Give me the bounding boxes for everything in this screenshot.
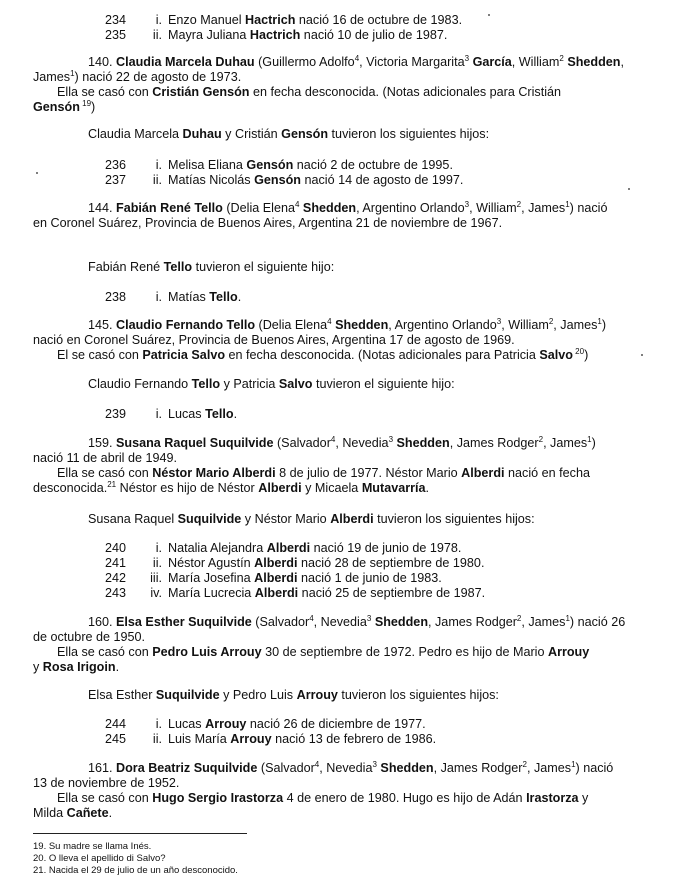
bold-name: Alberdi bbox=[254, 556, 298, 570]
text-run: , Nevedia bbox=[335, 436, 389, 450]
text-run: nació 26 de diciembre de 1977. bbox=[246, 717, 426, 731]
text-run: , bbox=[620, 55, 624, 69]
superscript: 2 bbox=[559, 54, 564, 63]
text-run: y Néstor Mario bbox=[241, 512, 331, 526]
bold-name: Gensón bbox=[33, 100, 80, 114]
child-entry bbox=[98, 407, 237, 422]
roman-numeral: i. bbox=[155, 13, 162, 27]
bold-name: Suquilvide bbox=[177, 512, 242, 526]
bold-name: Shedden bbox=[374, 615, 429, 629]
text-run: Matías bbox=[168, 290, 210, 304]
bold-name: Néstor Mario Alberdi bbox=[152, 466, 276, 480]
text-run: 140. bbox=[88, 55, 117, 69]
paragraph-line bbox=[57, 791, 588, 806]
text-run: , Nevedia bbox=[319, 761, 373, 775]
bold-name: Arrouy bbox=[296, 688, 338, 702]
bold-name: Pedro Luis Arrouy bbox=[152, 645, 262, 659]
text-run: 159. bbox=[88, 436, 117, 450]
bold-name: Irastorza bbox=[526, 791, 579, 805]
text-run: , James bbox=[553, 318, 598, 332]
paragraph-line bbox=[88, 318, 606, 333]
text-run: 145. bbox=[88, 318, 117, 332]
text-run: , James bbox=[521, 615, 566, 629]
bold-name: Alberdi bbox=[254, 586, 299, 600]
paragraph-line bbox=[88, 512, 535, 527]
text-run: Ella se casó con bbox=[57, 85, 153, 99]
text-run: ) bbox=[91, 100, 96, 114]
superscript: 1 bbox=[565, 614, 570, 623]
superscript: 1 bbox=[70, 69, 75, 78]
text-run: nació 14 de agosto de 1997. bbox=[300, 173, 464, 187]
bold-name: Tello bbox=[191, 377, 221, 391]
text-run: Susana Raquel bbox=[88, 512, 178, 526]
paragraph-line bbox=[57, 348, 588, 363]
text-run: , William bbox=[469, 201, 517, 215]
bold-name: Gensón bbox=[281, 127, 329, 141]
superscript: 21 bbox=[107, 480, 117, 489]
paragraph-line bbox=[88, 436, 596, 451]
text-run: 30 de septiembre de 1972. Pedro es hijo de Mario bbox=[261, 645, 548, 659]
superscript: 2 bbox=[538, 435, 544, 444]
bold-name: Cristián Gensón bbox=[152, 85, 250, 99]
text-run: tuvieron los siguientes hijos: bbox=[337, 688, 499, 702]
paragraph-line bbox=[33, 333, 515, 348]
text-run: Mayra Juliana bbox=[168, 28, 250, 42]
text-run: nació 28 de septiembre de 1980. bbox=[297, 556, 485, 570]
text-run: (Delia Elena bbox=[222, 201, 295, 215]
text-run: Milda bbox=[33, 806, 67, 820]
footnote: 20. O lleva el apellido di Salvo? bbox=[33, 853, 166, 864]
text-run: nació 16 de octubre de 1983. bbox=[295, 13, 463, 27]
paragraph-line bbox=[88, 377, 455, 392]
text-run: y bbox=[33, 660, 43, 674]
text-run: , William bbox=[501, 318, 549, 332]
roman-numeral: ii. bbox=[152, 173, 162, 187]
text-run: James bbox=[33, 70, 71, 84]
child-entry bbox=[98, 541, 461, 556]
scan-speck bbox=[641, 354, 643, 356]
text-run: El se casó con bbox=[57, 348, 143, 362]
bold-name: Shedden bbox=[380, 761, 434, 775]
bold-name: Shedden bbox=[335, 318, 389, 332]
superscript: 4 bbox=[354, 54, 360, 63]
child-entry bbox=[98, 571, 442, 586]
bold-name: Alberdi bbox=[254, 571, 298, 585]
text-run: tuvieron los siguientes hijos: bbox=[373, 512, 535, 526]
bold-name: Suquilvide bbox=[155, 688, 220, 702]
text-run: Natalia Alejandra bbox=[168, 541, 267, 555]
paragraph-line bbox=[57, 85, 561, 100]
text-run: ) bbox=[584, 348, 589, 362]
text-run: Lucas bbox=[168, 407, 206, 421]
footnote: 19. Su madre se llama Inés. bbox=[33, 841, 152, 852]
text-run: nació en fecha bbox=[504, 466, 590, 480]
text-run: y Pedro Luis bbox=[219, 688, 297, 702]
roman-numeral: i. bbox=[155, 407, 162, 421]
superscript: 4 bbox=[314, 760, 320, 769]
text-run: nació en Coronel Suárez, Provincia de Buenos Aires, Argentina 17 de agosto de 1969. bbox=[33, 333, 515, 347]
paragraph-line bbox=[88, 615, 625, 630]
scan-speck bbox=[36, 172, 38, 174]
paragraph-line bbox=[88, 688, 499, 703]
text-run: nació 25 de septiembre de 1987. bbox=[298, 586, 486, 600]
bold-name: Tello bbox=[205, 407, 234, 421]
child-entry bbox=[98, 28, 447, 43]
bold-name: Gensón bbox=[246, 158, 294, 172]
superscript: 2 bbox=[516, 200, 522, 209]
text-run: nació 11 de abril de 1949. bbox=[33, 451, 178, 465]
paragraph-line bbox=[88, 127, 489, 142]
paragraph-line bbox=[33, 630, 145, 645]
roman-numeral: ii. bbox=[152, 732, 162, 746]
text-run: ) nació bbox=[575, 761, 614, 775]
text-run: Enzo Manuel bbox=[168, 13, 246, 27]
bold-name: Alberdi bbox=[461, 466, 505, 480]
text-run: Néstor Agustín bbox=[168, 556, 255, 570]
superscript: 1 bbox=[571, 760, 576, 769]
superscript: 2 bbox=[522, 760, 527, 769]
text-run: en fecha desconocida. (Notas adicionales para Patricia bbox=[225, 348, 540, 362]
text-run: en fecha desconocida. (Notas adicionales para Cristián bbox=[249, 85, 562, 99]
text-run: Elsa Esther bbox=[88, 688, 156, 702]
bold-name: Tello bbox=[163, 260, 193, 274]
superscript: 20 bbox=[572, 347, 585, 356]
bold-name: Dora Beatriz Suquilvide bbox=[116, 761, 258, 775]
text-run: Ella se casó con bbox=[57, 645, 153, 659]
child-number: 234 bbox=[104, 13, 126, 27]
roman-numeral: i. bbox=[155, 541, 162, 555]
text-run: Lucas bbox=[168, 717, 206, 731]
text-run: 161. bbox=[88, 761, 117, 775]
bold-name: Salvo bbox=[278, 377, 313, 391]
child-number: 242 bbox=[104, 571, 126, 585]
text-run: y Cristián bbox=[221, 127, 282, 141]
child-number: 239 bbox=[104, 407, 126, 421]
superscript: 1 bbox=[597, 317, 602, 326]
superscript: 4 bbox=[327, 317, 332, 326]
text-run: Ella se casó con bbox=[57, 791, 153, 805]
superscript: 4 bbox=[294, 200, 300, 209]
text-run: nació 2 de octubre de 1995. bbox=[293, 158, 453, 172]
superscript: 3 bbox=[464, 54, 470, 63]
paragraph-line bbox=[33, 216, 502, 231]
superscript: 3 bbox=[366, 614, 372, 623]
text-run: y Patricia bbox=[220, 377, 279, 391]
superscript: 4 bbox=[309, 614, 314, 623]
text-run: , James Rodger bbox=[449, 436, 539, 450]
bold-name: García bbox=[472, 55, 512, 69]
text-run: nació 10 de julio de 1987. bbox=[300, 28, 448, 42]
child-entry bbox=[98, 290, 241, 305]
text-run: 4 de enero de 1980. Hugo es hijo de Adán bbox=[283, 791, 527, 805]
bold-name: Alberdi bbox=[266, 541, 311, 555]
text-run: María Lucrecia bbox=[168, 586, 255, 600]
text-run: ) nació 22 de agosto de 1973. bbox=[74, 70, 242, 84]
text-run: 144. bbox=[88, 201, 117, 215]
text-run: (Guillermo Adolfo bbox=[254, 55, 355, 69]
text-run: tuvieron el siguiente hijo: bbox=[192, 260, 335, 274]
roman-numeral: ii. bbox=[152, 556, 162, 570]
bold-name: Fabián René Tello bbox=[116, 201, 223, 215]
text-run: . bbox=[108, 806, 113, 820]
superscript: 1 bbox=[587, 435, 592, 444]
text-run: , James bbox=[543, 436, 588, 450]
child-entry bbox=[98, 173, 463, 188]
paragraph-line bbox=[33, 100, 95, 115]
text-run: y bbox=[578, 791, 589, 805]
child-entry bbox=[98, 732, 436, 747]
paragraph-line bbox=[88, 55, 624, 70]
text-run: Melisa Eliana bbox=[168, 158, 247, 172]
text-run: , James Rodger bbox=[428, 615, 517, 629]
text-run: tuvieron los siguientes hijos: bbox=[328, 127, 490, 141]
child-number: 244 bbox=[104, 717, 126, 731]
bold-name: Salvo bbox=[539, 348, 573, 362]
text-run: nació 1 de junio de 1983. bbox=[297, 571, 442, 585]
child-number: 236 bbox=[104, 158, 126, 172]
text-run: 160. bbox=[88, 615, 117, 629]
text-run: . bbox=[233, 407, 238, 421]
text-run: . bbox=[115, 660, 120, 674]
bold-name: Claudia Marcela Duhau bbox=[116, 55, 255, 69]
bold-name: Elsa Esther Suquilvide bbox=[116, 615, 252, 629]
scan-speck bbox=[488, 14, 490, 16]
superscript: 4 bbox=[330, 435, 336, 444]
bold-name: Patricia Salvo bbox=[142, 348, 226, 362]
paragraph-line bbox=[88, 761, 613, 776]
bold-name: Arrouy bbox=[230, 732, 272, 746]
bold-name: Shedden bbox=[302, 201, 357, 215]
bold-name: Duhau bbox=[182, 127, 222, 141]
paragraph-line bbox=[33, 776, 179, 791]
text-run: en Coronel Suárez, Provincia de Buenos Aires, Argentina 21 de noviembre de 1967. bbox=[33, 216, 503, 230]
text-run: ) bbox=[601, 318, 607, 332]
bold-name: Susana Raquel Suquilvide bbox=[116, 436, 274, 450]
text-run: Ella se casó con bbox=[57, 466, 153, 480]
text-run: (Salvador bbox=[257, 761, 315, 775]
bold-name: Arrouy bbox=[205, 717, 247, 731]
text-run: Claudio Fernando bbox=[88, 377, 192, 391]
text-run: tuvieron el siguiente hijo: bbox=[312, 377, 455, 391]
roman-numeral: ii. bbox=[152, 28, 162, 42]
roman-numeral: iv. bbox=[150, 586, 162, 600]
bold-name: Hugo Sergio Irastorza bbox=[152, 791, 284, 805]
bold-name: Alberdi bbox=[330, 512, 374, 526]
text-run: ) nació bbox=[569, 201, 608, 215]
paragraph-line bbox=[33, 481, 429, 496]
footnote-divider bbox=[33, 833, 247, 834]
text-run: , James Rodger bbox=[433, 761, 523, 775]
bold-name: Shedden bbox=[567, 55, 621, 69]
child-entry bbox=[98, 158, 453, 173]
bold-name: Rosa Irigoin bbox=[42, 660, 116, 674]
bold-name: Shedden bbox=[396, 436, 450, 450]
bold-name: Alberdi bbox=[258, 481, 302, 495]
roman-numeral: i. bbox=[155, 290, 162, 304]
text-run: (Salvador bbox=[273, 436, 331, 450]
text-run: Néstor es hijo de Néstor bbox=[116, 481, 259, 495]
bold-name: Hactrich bbox=[249, 28, 301, 42]
text-run: (Salvador bbox=[251, 615, 310, 629]
text-run: 8 de julio de 1977. Néstor Mario bbox=[275, 466, 462, 480]
text-run: Fabián René bbox=[88, 260, 164, 274]
bold-name: Tello bbox=[209, 290, 238, 304]
text-run: y Micaela bbox=[301, 481, 362, 495]
child-number: 241 bbox=[104, 556, 126, 570]
superscript: 3 bbox=[388, 435, 394, 444]
paragraph-line bbox=[57, 466, 590, 481]
paragraph-line bbox=[88, 201, 607, 216]
superscript: 3 bbox=[372, 760, 377, 769]
text-run: 13 de noviembre de 1952. bbox=[33, 776, 180, 790]
child-number: 243 bbox=[104, 586, 126, 600]
text-run: desconocida. bbox=[33, 481, 108, 495]
child-entry bbox=[98, 556, 484, 571]
superscript: 19 bbox=[79, 99, 92, 108]
child-entry bbox=[98, 586, 485, 601]
paragraph-line bbox=[33, 806, 112, 821]
text-run: nació 19 de junio de 1978. bbox=[310, 541, 462, 555]
text-run: María Josefina bbox=[168, 571, 255, 585]
text-run: Matías Nicolás bbox=[168, 173, 255, 187]
bold-name: Claudio Fernando Tello bbox=[116, 318, 256, 332]
child-entry bbox=[98, 13, 462, 28]
roman-numeral: iii. bbox=[150, 571, 162, 585]
superscript: 3 bbox=[464, 200, 470, 209]
bold-name: Cañete bbox=[66, 806, 109, 820]
bold-name: Gensón bbox=[254, 173, 301, 187]
paragraph-line bbox=[33, 70, 241, 85]
text-run: , Victoria Margarita bbox=[359, 55, 465, 69]
text-run: , James bbox=[526, 761, 572, 775]
superscript: 2 bbox=[516, 614, 522, 623]
paragraph-line bbox=[57, 645, 589, 660]
superscript: 2 bbox=[548, 317, 554, 326]
child-number: 238 bbox=[104, 290, 126, 304]
text-run: . bbox=[425, 481, 430, 495]
text-run: ) nació 26 bbox=[569, 615, 626, 629]
superscript: 1 bbox=[565, 200, 570, 209]
text-run: de octubre de 1950. bbox=[33, 630, 146, 644]
bold-name: Mutavarría bbox=[361, 481, 426, 495]
text-run: , Argentino Orlando bbox=[388, 318, 497, 332]
child-number: 237 bbox=[104, 173, 126, 187]
text-run: , Argentino Orlando bbox=[356, 201, 465, 215]
text-run: , William bbox=[511, 55, 560, 69]
text-run: ) bbox=[591, 436, 596, 450]
paragraph-line bbox=[33, 660, 119, 675]
text-run: , Nevedia bbox=[313, 615, 367, 629]
roman-numeral: i. bbox=[155, 158, 162, 172]
child-number: 235 bbox=[104, 28, 126, 42]
bold-name: Hactrich bbox=[245, 13, 296, 27]
text-run: (Delia Elena bbox=[255, 318, 328, 332]
paragraph-line bbox=[33, 451, 177, 466]
text-run: nació 13 de febrero de 1986. bbox=[271, 732, 437, 746]
text-run: Luis María bbox=[168, 732, 231, 746]
text-run: , James bbox=[521, 201, 566, 215]
text-run: . bbox=[237, 290, 242, 304]
text-run: Claudia Marcela bbox=[88, 127, 183, 141]
roman-numeral: i. bbox=[155, 717, 162, 731]
superscript: 3 bbox=[496, 317, 502, 326]
child-entry bbox=[98, 717, 426, 732]
child-number: 240 bbox=[104, 541, 126, 555]
child-number: 245 bbox=[104, 732, 126, 746]
bold-name: Arrouy bbox=[547, 645, 590, 659]
footnote: 21. Nacida el 29 de julio de un año desconocido. bbox=[33, 865, 238, 876]
scan-speck bbox=[628, 188, 630, 190]
paragraph-line bbox=[88, 260, 334, 275]
